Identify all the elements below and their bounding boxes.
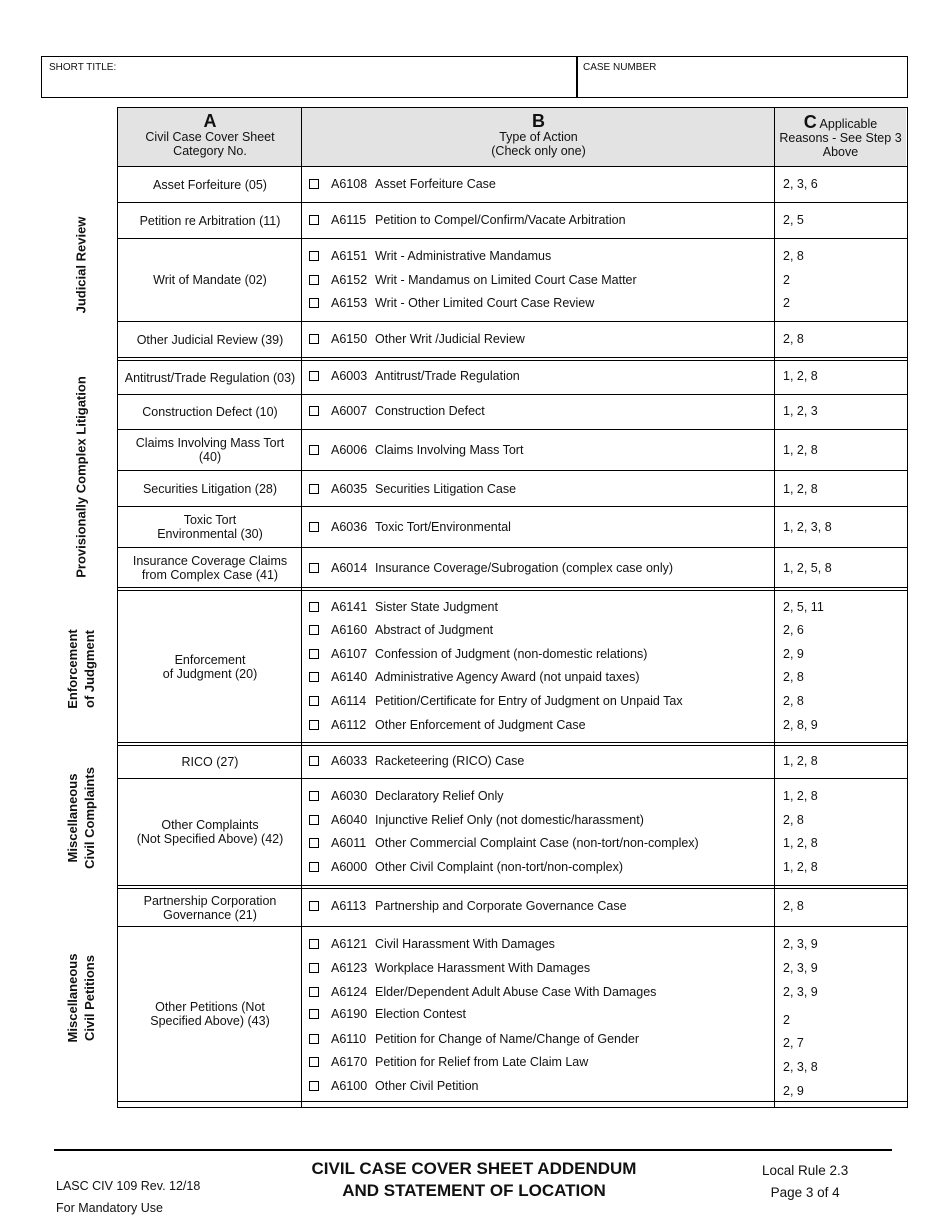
checkbox-icon[interactable] [309,445,319,455]
checkbox-icon[interactable] [309,720,319,730]
action-option[interactable]: A6003 Antitrust/Trade Regulation [309,368,520,384]
reason-value: 2, 3, 9 [783,985,818,999]
category-cell: Partnership Corporation Governance (21) [143,893,277,922]
action-option[interactable]: A6030 Declaratory Relief Only [309,788,504,804]
checkbox-icon[interactable] [309,334,319,344]
action-option[interactable]: A6190 Election Contest [309,1006,466,1022]
checkbox-icon[interactable] [309,756,319,766]
type-of-action-column [302,108,775,1107]
footer-rule [54,1149,892,1151]
reason-value: 1, 2, 8 [783,754,818,768]
category-cell: Other Judicial Review (39) [136,332,284,347]
checkbox-icon[interactable] [309,963,319,973]
category-cell: Toxic Tort Environmental (30) [157,513,263,541]
reason-value: 2, 7 [783,1036,804,1050]
category-cell: Petition re Arbitration (11) [139,213,281,228]
reason-value: 1, 2, 8 [783,789,818,803]
case-header [41,56,908,98]
action-option[interactable]: A6121 Civil Harassment With Damages [309,936,555,952]
checkbox-icon[interactable] [309,901,319,911]
checkbox-icon[interactable] [309,649,319,659]
reason-value: 1, 2, 8 [783,369,818,383]
checkbox-icon[interactable] [309,1034,319,1044]
action-option[interactable]: A6123 Workplace Harassment With Damages [309,960,590,976]
checkbox-icon[interactable] [309,298,319,308]
column-a-header: A Civil Case Cover Sheet Category No. [118,108,302,166]
action-option[interactable]: A6011 Other Commercial Complaint Case (non-tort/non-complex) [309,835,699,851]
column-b-header: B Type of Action (Check only one) [302,108,775,166]
checkbox-icon[interactable] [309,1009,319,1019]
checkbox-icon[interactable] [309,1057,319,1067]
category-cell: Other Complaints (Not Specified Above) (42) [136,818,284,846]
reason-value: 2 [783,273,790,287]
checkbox-icon[interactable] [309,987,319,997]
checkbox-icon[interactable] [309,251,319,261]
checkbox-icon[interactable] [309,563,319,573]
reason-value: 2, 3, 6 [783,177,818,191]
reason-value: 2, 8 [783,249,804,263]
checkbox-icon[interactable] [309,862,319,872]
checkbox-icon[interactable] [309,1081,319,1091]
reason-value: 1, 2, 8 [783,836,818,850]
reason-value: 1, 2, 5, 8 [783,561,832,575]
reason-value: 2, 8 [783,813,804,827]
reason-value: 2, 8 [783,694,804,708]
checkbox-icon[interactable] [309,179,319,189]
action-option[interactable]: A6033 Racketeering (RICO) Case [309,753,524,769]
form-usage: For Mandatory Use [56,1201,163,1215]
group-misc-civil-complaints: Miscellaneous Civil Complaints [65,767,97,869]
reason-value: 2, 3, 8 [783,1060,818,1074]
action-option[interactable]: A6153 Writ - Other Limited Court Case Review [309,295,594,311]
checkbox-icon[interactable] [309,215,319,225]
reason-value: 2 [783,1013,790,1027]
reason-value: 2, 5 [783,213,804,227]
reason-value: 2, 9 [783,1084,804,1098]
reason-value: 1, 2, 8 [783,860,818,874]
action-option[interactable]: A6170 Petition for Relief from Late Claim Law [309,1054,588,1070]
category-cell: Claims Involving Mass Tort (40) [135,436,285,464]
action-option[interactable]: A6006 Claims Involving Mass Tort [309,442,523,458]
checkbox-icon[interactable] [309,522,319,532]
reason-value: 1, 2, 3, 8 [783,520,832,534]
action-option[interactable]: A6112 Other Enforcement of Judgment Case [309,717,586,733]
local-rule: Local Rule 2.3 [762,1163,849,1178]
action-option[interactable]: A6115 Petition to Compel/Confirm/Vacate Arbitration [309,212,626,228]
category-cell: Construction Defect (10) [142,405,278,419]
checkbox-icon[interactable] [309,406,319,416]
group-misc-civil-petitions: Miscellaneous Civil Petitions [65,953,97,1043]
form-number: LASC CIV 109 Rev. 12/18 [56,1179,201,1193]
category-cell: Securities Litigation (28) [142,481,278,496]
reason-value: 2, 5, 11 [783,600,824,614]
reason-value: 2, 6 [783,623,804,637]
category-cell: Writ of Mandate (02) [153,273,267,287]
applicable-reasons-column [775,108,906,1107]
reason-value: 1, 2, 3 [783,404,818,418]
action-option[interactable]: A6152 Writ - Mandamus on Limited Court Case Matter [309,272,637,288]
category-cell: Asset Forfeiture (05) [153,177,267,192]
reason-value: 1, 2, 8 [783,443,818,457]
reason-value: 2, 8 [783,670,804,684]
category-cell: Antitrust/Trade Regulation (03) [124,370,296,385]
action-option[interactable]: A6014 Insurance Coverage/Subrogation (complex case only) [309,560,673,576]
checkbox-icon[interactable] [309,939,319,949]
reason-value: 2, 3, 9 [783,937,818,951]
category-cell: Other Petitions (Not Specified Above) (43) [150,1000,270,1028]
footer-form-info [56,1175,200,1219]
checkbox-icon[interactable] [309,838,319,848]
action-option[interactable]: A6108 Asset Forfeiture Case [309,176,496,192]
action-option[interactable]: A6113 Partnership and Corporate Governance Case [309,898,627,914]
action-option[interactable]: A6124 Elder/Dependent Adult Abuse Case With Damages [309,984,656,1000]
action-option[interactable]: A6100 Other Civil Petition [309,1078,479,1094]
action-option[interactable]: A6110 Petition for Change of Name/Change of Gender [309,1031,639,1047]
reason-value: 2, 9 [783,647,804,661]
header-divider [576,57,578,97]
document-title: CIVIL CASE COVER SHEET ADDENDUM AND STATEMENT OF LOCATION [311,1159,637,1200]
action-option[interactable]: A6035 Securities Litigation Case [309,481,516,497]
footer-page-info [762,1160,848,1204]
checkbox-icon[interactable] [309,696,319,706]
action-option[interactable]: A6036 Toxic Tort/Environmental [309,519,511,535]
checkbox-icon[interactable] [309,625,319,635]
reason-value: 1, 2, 8 [783,482,818,496]
action-option[interactable]: A6150 Other Writ /Judicial Review [309,331,525,347]
category-cell: Insurance Coverage Claims from Complex Case (41) [132,553,288,582]
checkbox-icon[interactable] [309,791,319,801]
case-number-label: CASE NUMBER [583,62,657,73]
checkbox-icon[interactable] [309,371,319,381]
checkbox-icon[interactable] [309,602,319,612]
checkbox-icon[interactable] [309,815,319,825]
page-number: Page 3 of 4 [770,1185,840,1200]
category-cell: RICO (27) [181,755,239,769]
case-type-table [117,107,908,1108]
reason-value: 2, 8, 9 [783,718,818,732]
action-option[interactable]: A6000 Other Civil Complaint (non-tort/non-complex) [309,859,623,875]
checkbox-icon[interactable] [309,484,319,494]
group-enforcement-of-judgment: Enforcement of Judgment [65,629,97,709]
reason-value: 2, 3, 9 [783,961,818,975]
checkbox-icon[interactable] [309,275,319,285]
action-option[interactable]: A6151 Writ - Administrative Mandamus [309,248,551,264]
short-title-label: SHORT TITLE: [49,62,117,73]
reason-value: 2, 8 [783,332,804,346]
action-option[interactable]: A6141 Sister State Judgment [309,599,498,615]
category-cell: Enforcement of Judgment (20) [162,652,258,681]
reason-value: 2, 8 [783,899,804,913]
action-option[interactable]: A6007 Construction Defect [309,403,485,419]
action-option[interactable]: A6040 Injunctive Relief Only (not domestic/harassment) [309,812,644,828]
action-option[interactable]: A6140 Administrative Agency Award (not unpaid taxes) [309,669,640,685]
group-judicial-review: Judicial Review [73,216,89,314]
column-c-header: C Applicable Reasons - See Step 3 Above [775,108,906,166]
action-option[interactable]: A6160 Abstract of Judgment [309,622,493,638]
action-option[interactable]: A6107 Confession of Judgment (non-domestic relations) [309,646,647,662]
group-provisionally-complex: Provisionally Complex Litigation [73,376,89,578]
checkbox-icon[interactable] [309,672,319,682]
action-option[interactable]: A6114 Petition/Certificate for Entry of Judgment on Unpaid Tax [309,693,683,709]
reason-value: 2 [783,296,790,310]
